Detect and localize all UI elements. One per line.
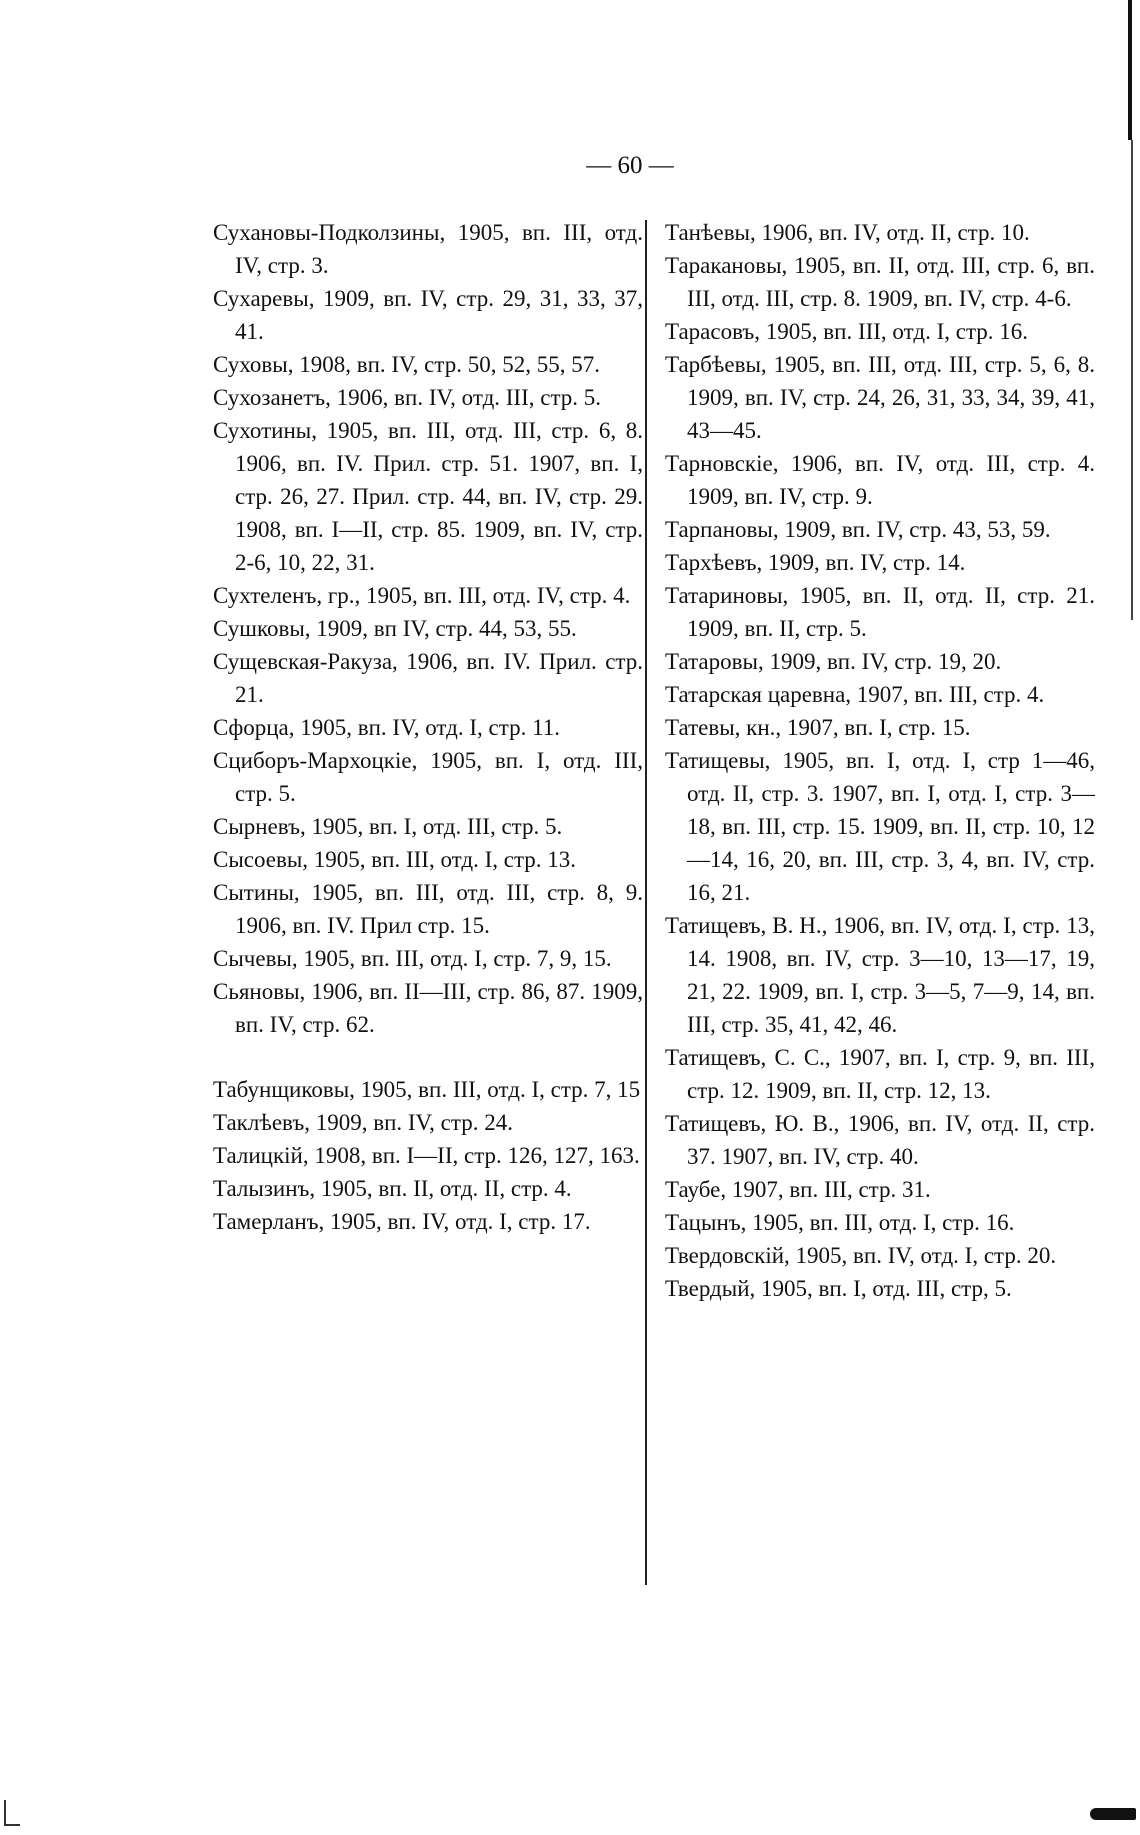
index-entry: Таклѣевъ, 1909, вп. IV, стр. 24. (213, 1110, 513, 1135)
index-entry: Таракановы, 1905, вп. II, отд. III, стр. 6, вп. III, отд. III, стр. 8. 1909, вп. IV, стр. 4-6. (665, 253, 1095, 311)
section-gap (213, 1041, 643, 1073)
scan-corner-mark (4, 1800, 20, 1826)
index-entry: Татевы, кн., 1907, вп. I, стр. 15. (665, 715, 971, 740)
index-entry: Тарасовъ, 1905, вп. III, отд. I, стр. 16. (665, 319, 1029, 344)
index-entry: Сциборъ-Мархоцкіе, 1905, вп. I, отд. III, стр. 5. (213, 748, 643, 806)
index-entry: Татищевы, 1905, вп. I, отд. I, стр 1—46, отд. II, стр. 3. 1907, вп. I, отд. I, стр. 3—18, вп. III, стр. 15. 1909, вп. II, стр. 10, 12—14, 16, 20, вп. III, стр. 3, 4, вп. IV, стр. 16, 21. (665, 748, 1095, 905)
index-entry: Сытины, 1905, вп. III, отд. III, стр. 8, 9. 1906, вп. IV. Прил стр. 15. (213, 880, 643, 938)
index-entry: Твердовскій, 1905, вп. IV, отд. I, стр. 20. (665, 1243, 1057, 1268)
scan-smudge (1090, 1808, 1136, 1820)
index-entry: Талицкій, 1908, вп. I—II, стр. 126, 127, 163. (213, 1143, 640, 1168)
index-entry: Танѣевы, 1906, вп. IV, отд. II, стр. 10. (665, 220, 1030, 245)
index-entry: Сфорца, 1905, вп. IV, отд. I, стр. 11. (213, 715, 560, 740)
index-group-t (213, 1073, 643, 1238)
index-entry: Тарбѣевы, 1905, вп. III, отд. III, стр. 5, 6, 8. 1909, вп. IV, стр. 24, 26, 31, 33, 34, 39, 41, 43—45. (665, 352, 1095, 443)
index-entry: Тархѣевъ, 1909, вп. IV, стр. 14. (665, 550, 966, 575)
index-entry: Сысоевы, 1905, вп. III, отд. I, стр. 13. (213, 847, 577, 872)
index-group-t-continued (665, 216, 1095, 1305)
index-entry: Сушковы, 1909, вп IV, стр. 44, 53, 55. (213, 616, 577, 641)
index-entry: Татищевъ, Ю. В., 1906, вп. IV, отд. II, стр. 37. 1907, вп. IV, стр. 40. (665, 1111, 1095, 1169)
index-entry: Татищевъ, С. С., 1907, вп. I, стр. 9, вп. III, стр. 12. 1909, вп. II, стр. 12, 13. (665, 1045, 1095, 1103)
index-entry: Сырневъ, 1905, вп. I, отд. III, стр. 5. (213, 814, 563, 839)
index-entry: Сухотины, 1905, вп. III, отд. III, стр. 6, 8. 1906, вп. IV. Прил. стр. 51. 1907, вп. I, стр. 26, 27. Прил. стр. 44, вп. IV, стр. 29. 1908, вп. I—II, стр. 85. 1909, вп. IV, стр. 2-6, 10, 22, 31. (213, 418, 643, 575)
page-edge-shadow (1128, 0, 1132, 140)
index-entry: Твердый, 1905, вп. I, отд. III, стр, 5. (665, 1276, 1012, 1301)
index-entry: Сьяновы, 1906, вп. II—III, стр. 86, 87. 1909, вп. IV, стр. 62. (213, 979, 643, 1037)
index-entry: Суховы, 1908, вп. IV, стр. 50, 52, 55, 57. (213, 352, 600, 377)
index-entry: Тарпановы, 1909, вп. IV, стр. 43, 53, 59. (665, 517, 1051, 542)
index-entry: Татарская царевна, 1907, вп. III, стр. 4. (665, 682, 1045, 707)
index-entry: Сухаревы, 1909, вп. IV, стр. 29, 31, 33, 37, 41. (213, 286, 643, 344)
index-entry: Сычевы, 1905, вп. III, отд. I, стр. 7, 9, 15. (213, 946, 612, 971)
index-entry: Татариновы, 1905, вп. II, отд. II, стр. 21. 1909, вп. II, стр. 5. (665, 583, 1095, 641)
index-entry: Сухановы-Подколзины, 1905, вп. III, отд. IV, стр. 3. (213, 220, 643, 278)
right-column (665, 216, 1095, 1305)
left-column (213, 216, 643, 1238)
page-edge-line (1131, 140, 1133, 620)
column-divider (645, 220, 647, 1585)
index-entry: Татищевъ, В. Н., 1906, вп. IV, отд. I, стр. 13, 14. 1908, вп. IV, стр. 3—10, 13—17, 19, 21, 22. 1909, вп. I, стр. 3—5, 7—9, 14, вп. III, стр. 35, 41, 42, 46. (665, 913, 1095, 1037)
index-entry: Тацынъ, 1905, вп. III, отд. I, стр. 16. (665, 1210, 1015, 1235)
index-entry: Сухтеленъ, гр., 1905, вп. III, отд. IV, стр. 4. (213, 583, 631, 608)
page-number: — 60 — (586, 152, 674, 179)
index-entry: Тамерланъ, 1905, вп. IV, отд. I, стр. 17. (213, 1209, 591, 1234)
index-entry: Сухозанетъ, 1906, вп. IV, отд. III, стр. 5. (213, 385, 602, 410)
index-entry: Талызинъ, 1905, вп. II, отд. II, стр. 4. (213, 1176, 572, 1201)
index-entry: Тарновскіе, 1906, вп. IV, отд. III, стр. 4. 1909, вп. IV, стр. 9. (665, 451, 1095, 509)
index-entry: Сущевская-Ракуза, 1906, вп. IV. Прил. стр. 21. (213, 649, 643, 707)
index-entry: Татаровы, 1909, вп. IV, стр. 19, 20. (665, 649, 1002, 674)
index-entry: Табунщиковы, 1905, вп. III, отд. I, стр. 7, 15 (213, 1077, 641, 1102)
index-group-s (213, 216, 643, 1041)
index-entry: Таубе, 1907, вп. III, стр. 31. (665, 1177, 931, 1202)
